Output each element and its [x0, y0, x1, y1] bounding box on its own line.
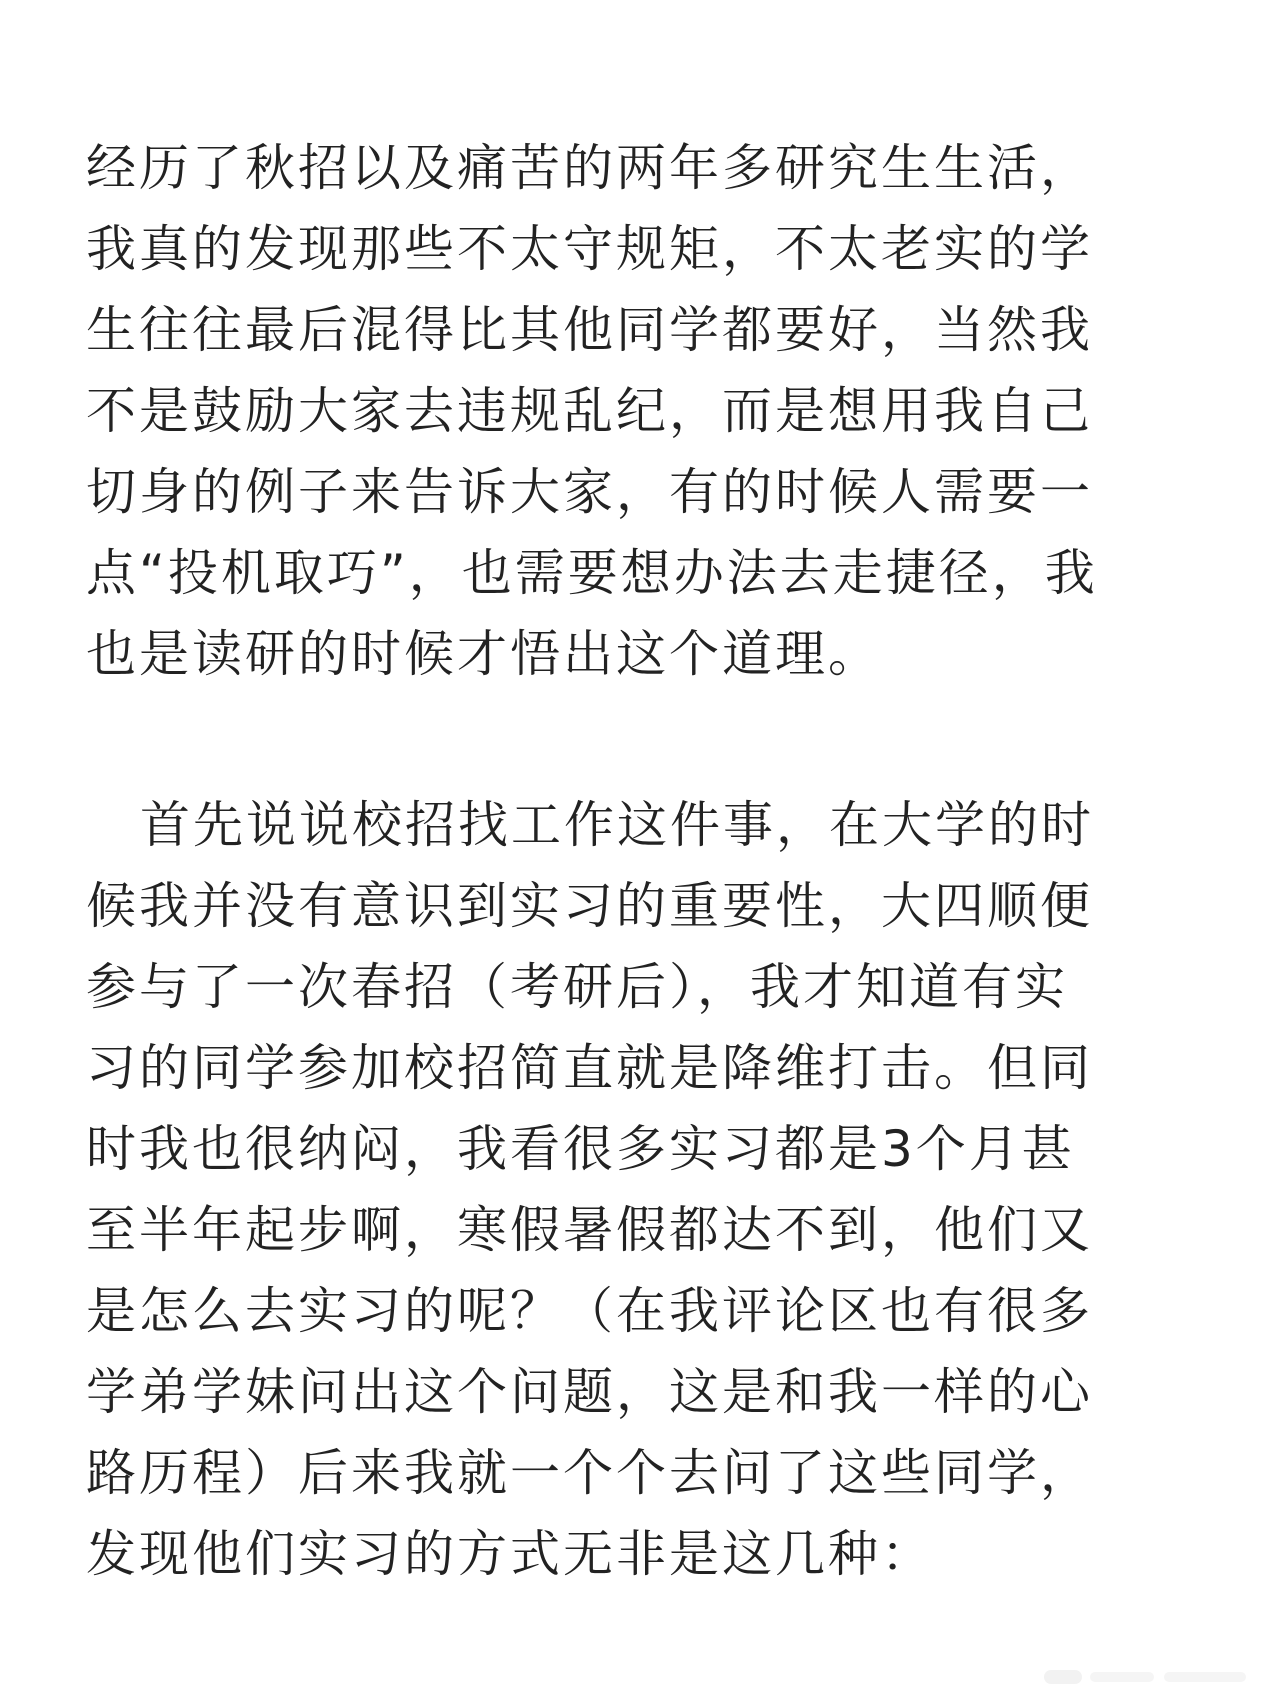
- paragraph-2-line-5: 时我也很纳闷，我看很多实习都是3个月甚: [86, 1120, 1075, 1178]
- paragraph-gap: [86, 695, 1206, 785]
- faint-watermark-icon: [1042, 1665, 1252, 1689]
- paragraph-1-line-7: 也是读研的时候才悟出这个道理。: [86, 625, 881, 683]
- paragraph-2-line-8: 学弟学妹问出这个问题，这是和我一样的心: [86, 1363, 1093, 1421]
- paragraph-2-line-10: 发现他们实习的方式无非是这几种：: [86, 1525, 934, 1583]
- paragraph-2-line-3: 参与了一次春招（考研后），我才知道有实: [86, 958, 1068, 1016]
- paragraph-2-line-1: 首先说说校招找工作这件事，在大学的时: [140, 796, 1094, 854]
- paragraph-2-line-2: 候我并没有意识到实习的重要性，大四顺便: [86, 877, 1093, 935]
- paragraph-2-line-4: 习的同学参加校招简直就是降维打击。但同: [86, 1039, 1093, 1097]
- paragraph-1-line-2: 我真的发现那些不太守规矩，不太老实的学: [86, 220, 1093, 278]
- paragraph-1-line-5: 切身的例子来告诉大家，有的时候人需要一: [86, 463, 1093, 521]
- article-body: [86, 128, 1206, 1595]
- paragraph-2-line-7: 是怎么去实习的呢？（在我评论区也有很多: [86, 1282, 1093, 1340]
- paragraph-2-line-9: 路历程）后来我就一个个去问了这些同学，: [86, 1444, 1093, 1502]
- paragraph-2: [86, 785, 1206, 1595]
- paragraph-1-line-4: 不是鼓励大家去违规乱纪，而是想用我自己: [86, 382, 1093, 440]
- paragraph-1: [86, 128, 1206, 695]
- paragraph-1-line-1: 经历了秋招以及痛苦的两年多研究生生活，: [86, 139, 1093, 197]
- paragraph-2-line-6: 至半年起步啊，寒假暑假都达不到，他们又: [86, 1201, 1093, 1259]
- paragraph-1-line-6: 点“投机取巧”，也需要想办法去走捷径，我: [86, 544, 1098, 602]
- paragraph-1-line-3: 生往往最后混得比其他同学都要好，当然我: [86, 301, 1093, 359]
